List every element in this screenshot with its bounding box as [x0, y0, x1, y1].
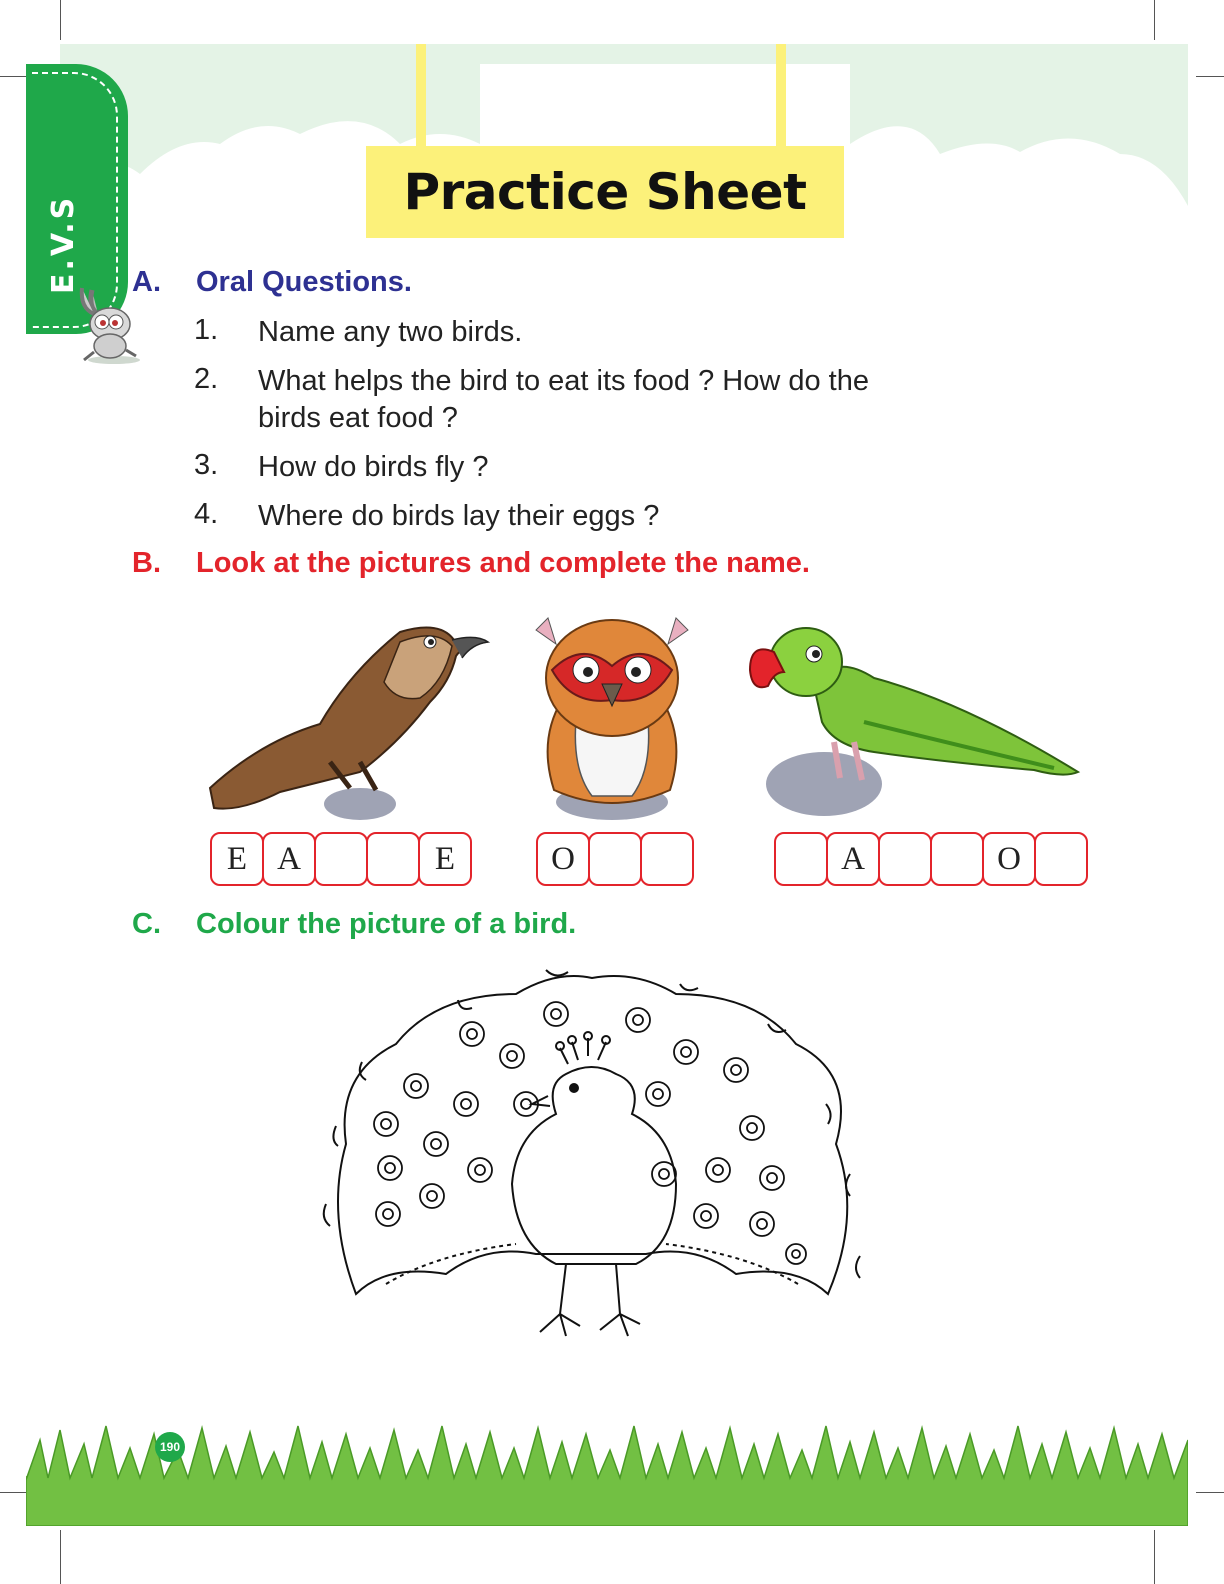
word-boxes-eagle: [210, 832, 472, 886]
question-number: 3.: [194, 449, 219, 481]
crop-mark: [1154, 1530, 1155, 1584]
question-text: [258, 363, 978, 437]
letter-box[interactable]: E: [210, 832, 264, 886]
letter-box[interactable]: [588, 832, 642, 886]
crop-mark: [0, 76, 28, 77]
crop-mark: [60, 1530, 61, 1584]
section-b-title: Look at the pictures and complete the name.: [196, 547, 810, 579]
question-text: [258, 449, 978, 486]
question-number: 4.: [194, 498, 219, 530]
crop-mark: [1196, 1492, 1224, 1493]
crop-mark: [1196, 76, 1224, 77]
letter-box[interactable]: A: [262, 832, 316, 886]
letter-box[interactable]: [774, 832, 828, 886]
letter-box[interactable]: E: [418, 832, 472, 886]
page-number-badge: 190: [155, 1432, 185, 1462]
grass-footer: [26, 1420, 1188, 1526]
question-line: How do birds fly ?: [258, 451, 489, 483]
question-line: Where do birds lay their eggs ?: [258, 500, 660, 532]
crop-mark: [0, 1492, 28, 1493]
question-text: [258, 314, 978, 351]
word-boxes-parrot: [774, 832, 1088, 886]
question-line: birds eat food ?: [258, 402, 458, 434]
question-line: Name any two birds.: [258, 316, 523, 348]
letter-box[interactable]: A: [826, 832, 880, 886]
letter-box[interactable]: O: [982, 832, 1036, 886]
peacock-outline-icon[interactable]: [316, 964, 868, 1356]
crop-mark: [1154, 0, 1155, 40]
question-text: [258, 498, 978, 535]
letter-box[interactable]: [314, 832, 368, 886]
parrot-icon: [744, 612, 1082, 824]
section-a-letter: A.: [132, 266, 161, 298]
word-boxes-owl: [536, 832, 694, 886]
crop-mark: [60, 0, 61, 40]
sign-rope-right: [776, 44, 786, 148]
section-a-title: Oral Questions.: [196, 266, 412, 298]
letter-box[interactable]: [640, 832, 694, 886]
letter-box[interactable]: [878, 832, 932, 886]
question-number: 1.: [194, 314, 219, 346]
owl-icon: [532, 610, 692, 824]
section-b-letter: B.: [132, 547, 161, 579]
question-number: 2.: [194, 363, 219, 395]
title-board: [366, 146, 844, 238]
question-line: What helps the bird to eat its food ? How do the: [258, 365, 869, 397]
letter-box[interactable]: [1034, 832, 1088, 886]
subject-label: E.V.S: [46, 194, 81, 294]
letter-box[interactable]: [366, 832, 420, 886]
section-c-title: Colour the picture of a bird.: [196, 908, 577, 940]
page-title: Practice Sheet: [403, 163, 807, 221]
eagle-icon: [200, 612, 492, 822]
letter-box[interactable]: [930, 832, 984, 886]
letter-box[interactable]: O: [536, 832, 590, 886]
sign-rope-left: [416, 44, 426, 148]
section-c-letter: C.: [132, 908, 161, 940]
